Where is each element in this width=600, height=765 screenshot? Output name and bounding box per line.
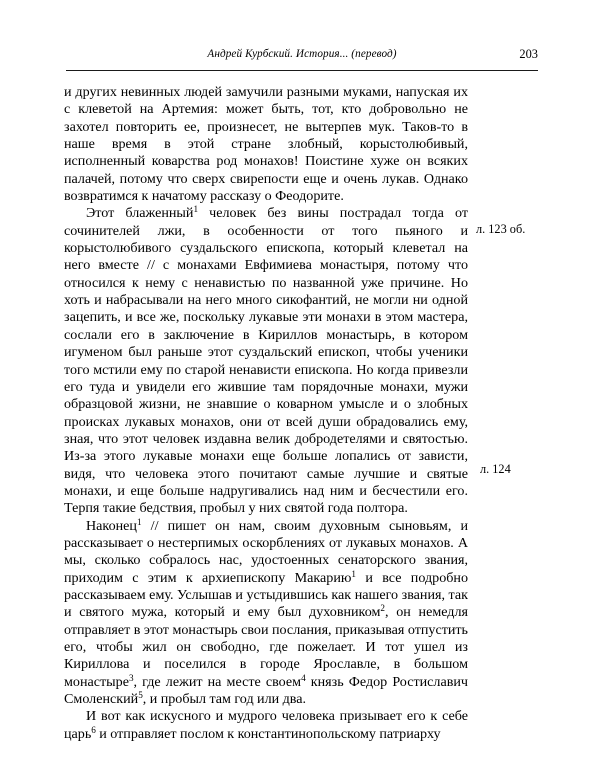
footnote-reference: 4 bbox=[301, 672, 306, 683]
footnote-reference: 1 bbox=[193, 204, 199, 215]
paragraph: Этот блаженный$^1$ человек без вины пострадал тогда от сочинителей лжи, в особенности от того пьяного и корыстолюбивого суздальского епископа, который клеветал на него вместе // с монахами Евфимиева монастыря, потому что относился к нему с ненавистью по названной уже причине. Но хоть и набрасывали на него много сикофантий, не могли ни одной зацепить, и все же, поскольку лукавые эти монахи в этом мастера, сослали его в заключение в Кириллов монастырь, в котором игуменом был раньше этот суздальский епископ, чтобы ученики того мстили ему по старой ненависти епископа. Но когда привезли его туда и увидели его жившие там порядочные монахи, мужи образцовой жизни, не знавшие о коварном умысле и о злобных происках лукавых монахов, они от всей души обрадовались ему, зная, что этот человек издавна велик добродетелями и святостью. Из-за этого лукавые монахи еще больше лопались от зависти, видя, что человека этого почитают самые лучшие и святые монахи, и еще больше надругивались над ним и бесчестили его. Терпя такие бедствия, пробыл у них святой года полтора. bbox=[64, 204, 468, 517]
footnote-reference: 1 bbox=[136, 516, 142, 527]
running-head bbox=[66, 48, 538, 66]
header-rule bbox=[66, 70, 538, 71]
page-number: 203 bbox=[519, 47, 538, 61]
paragraph: и других невинных людей замучили разными муками, напуская их с клеветой на Артемия: может быть, тот, кто добровольно не захотел повторить ее, произнесет, не вытерпев мук. Таков-то в наше время в этой стране злобный, корыстолюбивый, исполненный коварства род монахов! Поистине хуже он всяких палачей, потому что сверх свирепости еще и очень лукав. Однако возвратимся к начатому рассказу о Феодорите. bbox=[64, 84, 468, 205]
paragraph: И вот как искусного и мудрого человека призывает его к себе царь$^6$ и отправляет послом к константинопольскому патриарху bbox=[64, 708, 468, 742]
folio-marginal-note: л. 123 об. bbox=[476, 222, 526, 236]
text-column bbox=[64, 84, 468, 743]
running-head-title: Андрей Курбский. История... (перевод) bbox=[207, 48, 397, 60]
footnote-reference: 1 bbox=[351, 568, 356, 579]
footnote-reference: 2 bbox=[380, 603, 385, 614]
footnote-reference: 5 bbox=[138, 690, 143, 701]
footnote-reference: 3 bbox=[128, 672, 134, 683]
folio-marginal-note: л. 124 bbox=[480, 462, 511, 476]
paragraph: Наконец$^1$ // пишет он нам, своим духовным сыновьям, и рассказывает о нестерпимых оскорблениях от лукавых монахов. А мы, сколько собралось нас, удостоенных сенаторского звания, приходим с этим к архиепископу Макарию$^1$ и все подробно рассказываем ему. Услышав и устыдившись как нашего звания, так и святого мужа, который и ему был духовником$^2$, он немедля отправляет в этот монастырь свои послания, приказывая отпустить его, чтобы жил он свободно, где пожелает. И тот ушел из Кириллова и поселился в городе Ярославле, в большом монастыре$^3$, где лежит на месте своем$^4$ князь Федор Ростиславич Смоленский$^5$, и пробыл там год или два. bbox=[64, 516, 468, 708]
footnote-reference: 6 bbox=[91, 724, 96, 735]
